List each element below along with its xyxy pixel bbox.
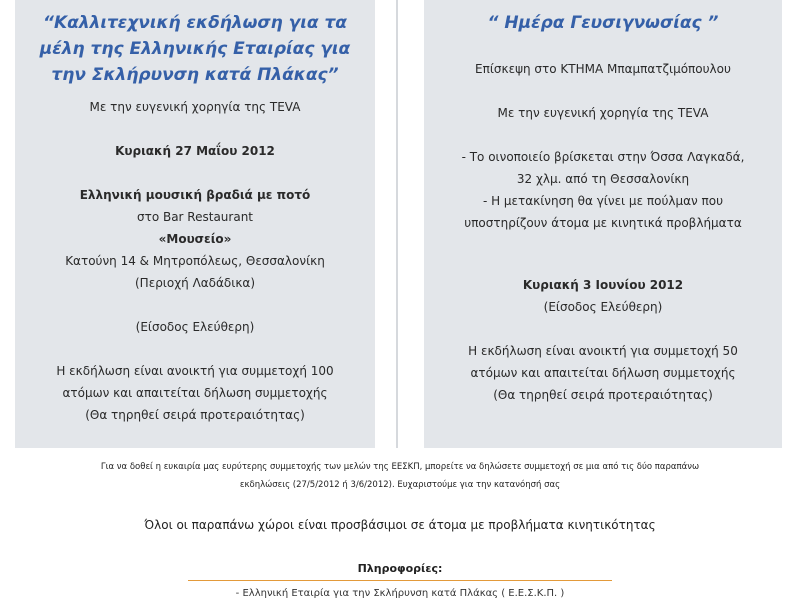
event-date: Κυριακή 3 Ιουνίου 2012 (522, 278, 684, 292)
event-description: Ελληνική μουσική βραδιά με ποτό (79, 188, 311, 202)
participation-note-line-2: εκδηλώσεις (27/5/2012 ή 3/6/2012). Ευχαριστούμε για την κατανόησή σας (239, 480, 561, 490)
venue-area: (Περιοχή Λαδάδικα) (135, 276, 255, 290)
participation-note (0, 458, 800, 494)
capacity-line-2: ατόμων και απαιτείται δήλωση συμμετοχής (62, 386, 328, 400)
event-date: Κυριακή 27 Μαΐου 2012 (115, 144, 275, 158)
info-heading: Πληροφορίες: (357, 562, 443, 575)
capacity-line-1: Η εκδήλωση είναι ανοικτή για συμμετοχή 50 (468, 344, 738, 358)
event-panel-music-night (15, 0, 375, 448)
venue-line: στο Bar Restaurant (136, 210, 253, 224)
venue-address: Κατούνη 14 & Μητροπόλεως, Θεσσαλονίκη (65, 254, 325, 268)
center-divider (396, 0, 398, 448)
venue-name: «Μουσείο» (158, 232, 232, 246)
info-item: - Ελληνική Εταιρία για την Σκλήρυνση κατά Πλάκας ( Ε.Ε.Σ.Κ.Π. ) (235, 588, 565, 599)
bullet-location-2: 32 χλμ. από τη Θεσσαλονίκη (516, 172, 690, 186)
sponsor-text: Με την ευγενική χορηγία της TEVA (89, 100, 301, 114)
entry-note: (Είσοδος Ελεύθερη) (543, 300, 663, 314)
priority-note: (Θα τηρηθεί σειρά προτεραιότητας) (85, 408, 305, 422)
entry-note: (Είσοδος Ελεύθερη) (135, 320, 255, 334)
participation-note-line-1: Για να δοθεί η ευκαιρία μας ευρύτερης συμμετοχής των μελών της ΕΕΣΚΠ, μπορείτε να δηλώσετε συμμετοχή σε μια από τις δύο παραπάνω (100, 462, 700, 472)
bullet-transport-1: - Η μετακίνηση θα γίνει με πούλμαν που (482, 194, 724, 208)
info-divider (188, 580, 612, 581)
capacity-line-2: ατόμων και απαιτείται δήλωση συμμετοχής (470, 366, 736, 380)
bullet-location-1: - Το οινοποιείο βρίσκεται στην Όσσα Λαγκαδά, (461, 150, 745, 164)
sponsor-text: Με την ευγενική χορηγία της TEVA (497, 106, 709, 120)
event-title: “Καλλιτεχνική εκδήλωση για τα μέλη της Ελληνικής Εταιρίας για την Σκλήρυνση κατά Πλάκας” (39, 13, 351, 85)
event-title: “ Ημέρα Γευσιγνωσίας ” (487, 13, 719, 33)
visit-text: Επίσκεψη στο ΚΤΗΜΑ Μπαμπατζιμόπουλου (475, 62, 731, 76)
event-panel-wine-tasting (424, 0, 782, 448)
capacity-line-1: Η εκδήλωση είναι ανοικτή για συμμετοχή 100 (56, 364, 334, 378)
bullet-transport-2: υποστηρίζουν άτομα με κινητικά προβλήματα (464, 216, 742, 230)
accessibility-note: Όλοι οι παραπάνω χώροι είναι προσβάσιμοι σε άτομα με προβλήματα κινητικότητας (144, 518, 656, 532)
priority-note: (Θα τηρηθεί σειρά προτεραιότητας) (493, 388, 713, 402)
